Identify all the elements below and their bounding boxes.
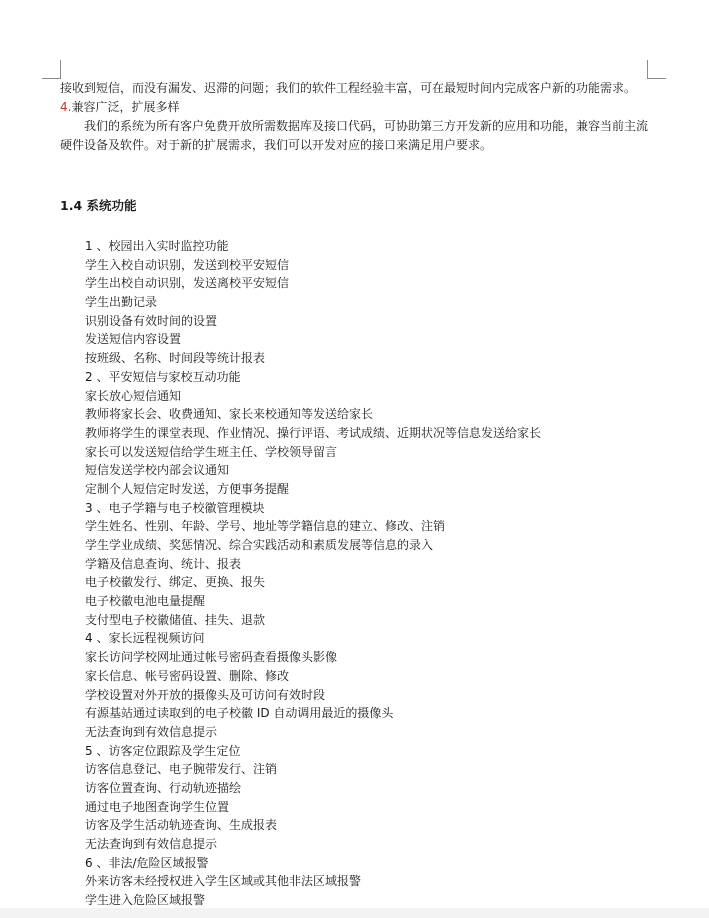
feature-line: 1 、校园出入实时监控功能 (85, 239, 229, 253)
feature-line: 家长可以发送短信给学生班主任、学校领导留言 (85, 444, 338, 459)
feature-line: 学生出校自动识别，发送离校平安短信 (85, 276, 290, 291)
feature-line: 家长访问学校网址通过帐号密码查看摄像头影像 (85, 650, 338, 665)
intro-paragraph-1: 接收到短信，而没有漏发、迟滞的问题；我们的软件工程经验丰富，可在最短时间内完成客户新的功能需求。 (60, 81, 637, 95)
margin-corner-top-left (42, 60, 61, 79)
feature-line: 家长信息、帐号密码设置、删除、修改 (85, 668, 290, 683)
heading-number: 4. (60, 100, 72, 114)
feature-line: 访客及学生活动轨迹查询、生成报表 (85, 818, 278, 833)
feature-line: 教师将学生的课堂表现、作业情况、操行评语、考试成绩、近期状况等信息发送给家长 (85, 425, 542, 440)
feature-line: 学生出勤记录 (85, 295, 158, 310)
feature-line: 3 、电子学籍与电子校徽管理模块 (85, 500, 265, 515)
margin-corner-top-right (647, 60, 666, 79)
feature-line: 无法查询到有效信息提示 (85, 724, 218, 739)
feature-line: 6 、非法/危险区域报警 (85, 855, 209, 870)
page-bottom-edge (0, 908, 709, 918)
feature-line: 无法查询到有效信息提示 (85, 837, 218, 851)
feature-line: 2 、平安短信与家校互动功能 (85, 369, 241, 384)
feature-line: 学生姓名、性别、年龄、学号、地址等学籍信息的建立、修改、注销 (85, 519, 446, 534)
intro-paragraph-2: 我们的系统为所有客户免费开放所需数据库及接口代码，可协助第三方开发新的应用和功能，兼容当前主流硬件设备及软件。对于新的扩展需求，我们可以开发对应的接口来满足用户要求。 (60, 119, 649, 152)
feature-line: 访客位置查询、行动轨迹描绘 (85, 780, 242, 795)
feature-line: 4 、家长远程视频访问 (85, 631, 205, 646)
feature-list (85, 237, 685, 910)
feature-line: 按班级、名称、时间段等统计报表 (85, 351, 266, 366)
intro-heading (60, 98, 652, 117)
feature-line: 学生进入危险区域报警 (85, 893, 206, 908)
feature-line: 电子校徽电池电量提醒 (85, 594, 206, 609)
feature-line: 发送短信内容设置 (85, 332, 182, 347)
feature-line: 教师将家长会、收费通知、家长来校通知等发送给家长 (85, 407, 374, 422)
feature-line: 访客信息登记、电子腕带发行、注销 (85, 762, 278, 777)
feature-line: 支付型电子校徽储值、挂失、退款 (85, 612, 266, 627)
feature-line: 学籍及信息查询、统计、报表 (85, 556, 242, 571)
feature-line: 家长放心短信通知 (85, 388, 182, 403)
section-title: 1.4 系统功能 (60, 198, 137, 213)
feature-line: 学校设置对外开放的摄像头及可访问有效时段 (85, 687, 326, 702)
feature-line: 5 、访客定位跟踪及学生定位 (85, 743, 241, 758)
feature-line: 外来访客未经授权进入学生区域或其他非法区域报警 (85, 874, 362, 889)
feature-line: 有源基站通过读取到的电子校徽 ID 自动调用最近的摄像头 (85, 706, 394, 721)
feature-line: 短信发送学校内部会议通知 (85, 463, 230, 478)
feature-line: 定制个人短信定时发送，方便事务提醒 (85, 481, 290, 496)
feature-line: 识别设备有效时间的设置 (85, 313, 218, 328)
feature-line: 学生入校自动识别，发送到校平安短信 (85, 257, 290, 272)
feature-line: 通过电子地图查询学生位置 (85, 799, 230, 814)
heading-text: 兼容广泛，扩展多样 (71, 100, 180, 114)
feature-line: 学生学业成绩、奖惩情况、综合实践活动和素质发展等信息的录入 (85, 538, 434, 552)
intro-block (60, 79, 652, 155)
feature-line: 电子校徽发行、绑定、更换、报失 (85, 575, 266, 590)
